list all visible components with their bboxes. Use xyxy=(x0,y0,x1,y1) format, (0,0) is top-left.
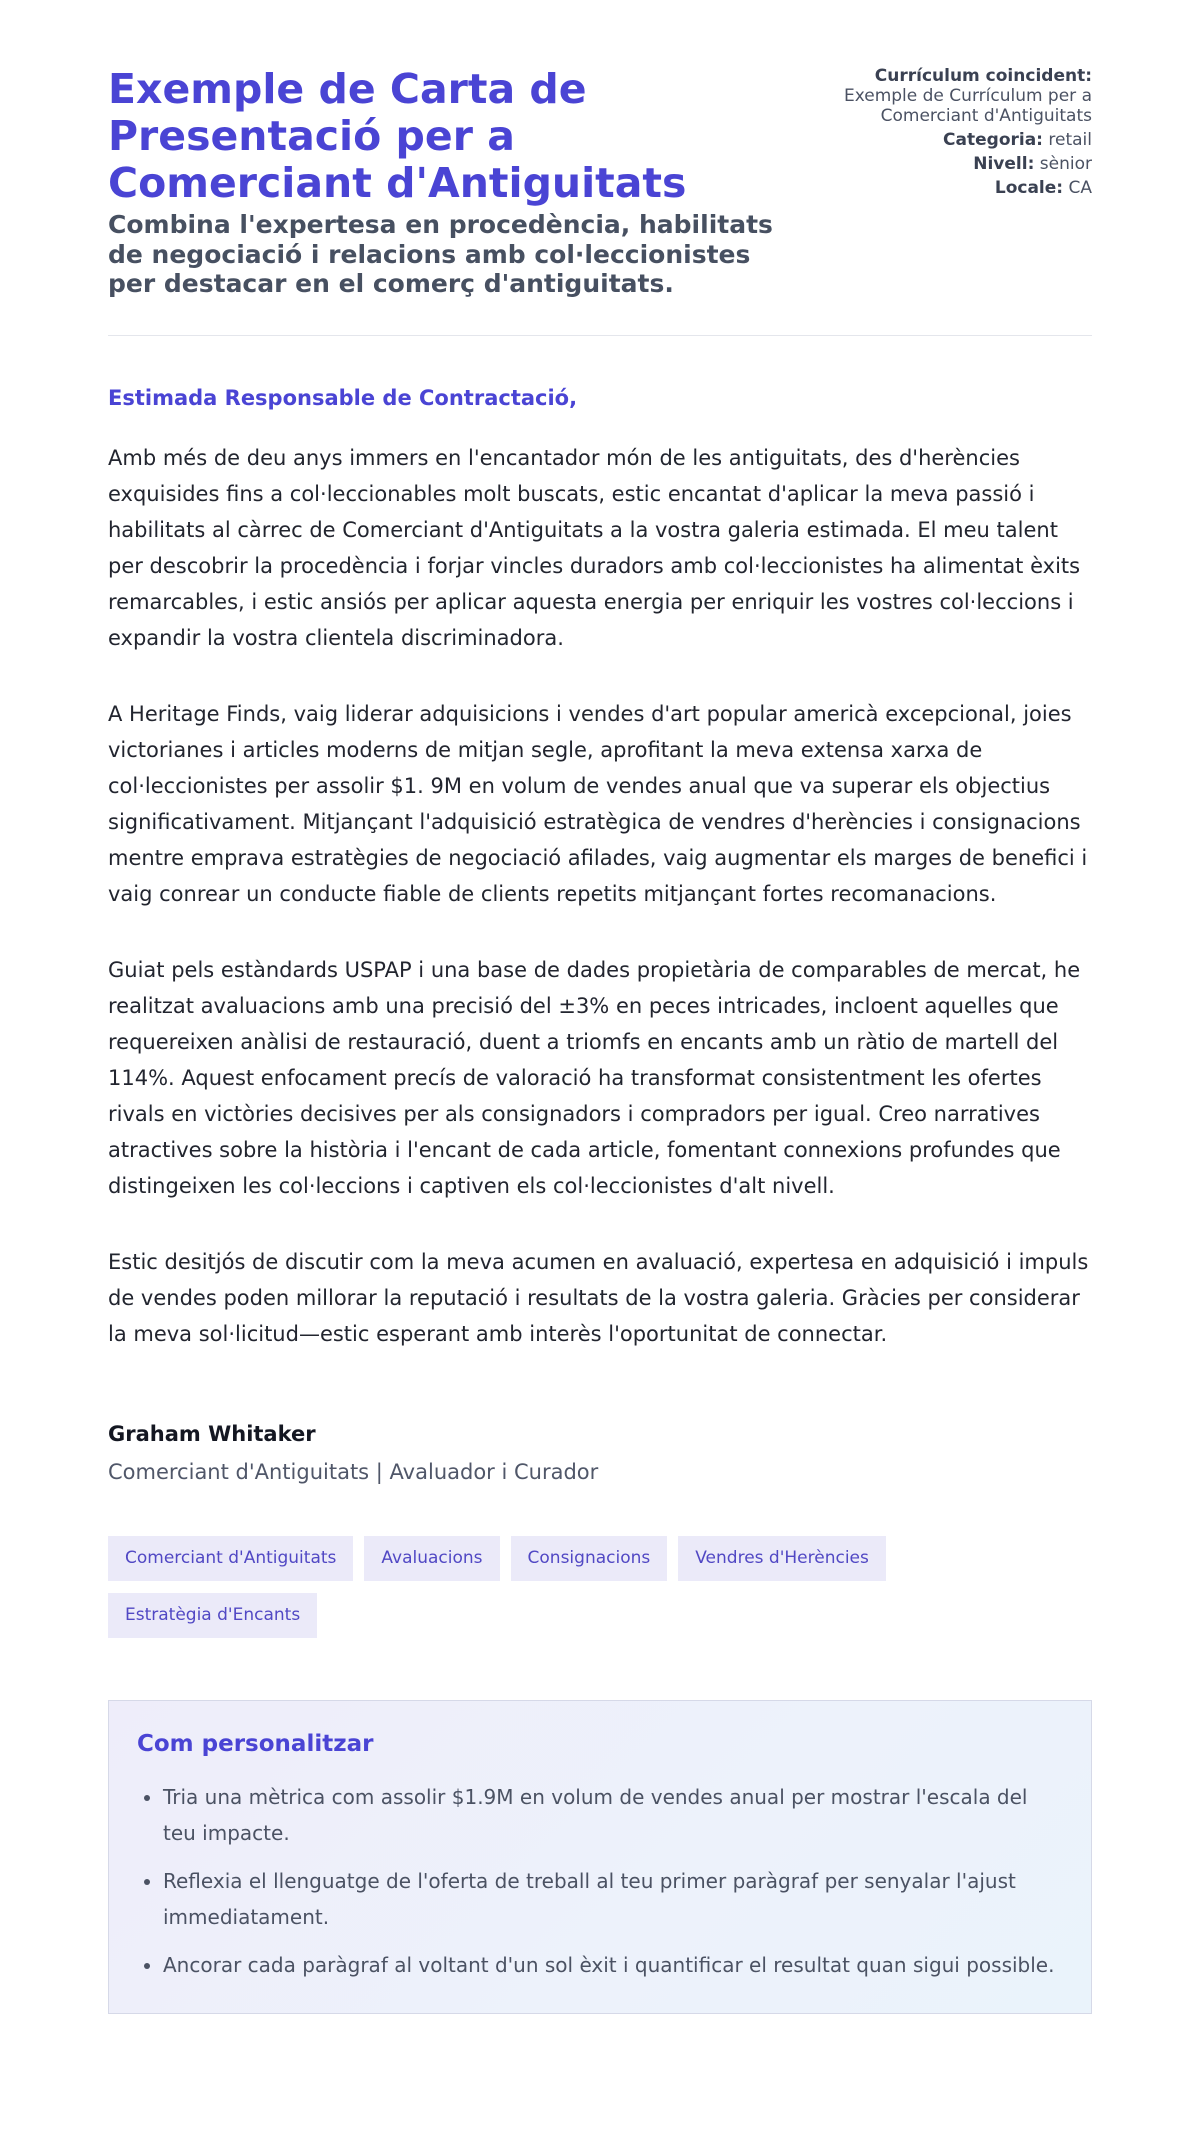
letter-paragraph: A Heritage Finds, vaig liderar adquisicions i vendes d'art popular americà excepcional, joies victorianes i articles moderns de mitjan segle, aprofitant la meva extensa xarxa de col·leccionistes per assolir $1. 9M en volum de vendes anual que va superar els objectius significativament. Mitjançant l'adquisició estratègica de vendres d'herències i consignacions mentre emprava estratègies de negociació afilades, vaig augmentar els marges de benefici i vaig conrear un conducte fiable de clients repetits mitjançant fortes recomanacions. xyxy=(108,701,1088,906)
signature-name: Graham Whitaker xyxy=(108,1421,316,1446)
category-value: retail xyxy=(1048,130,1092,150)
matching-resume-label: Currículum coincident: xyxy=(874,66,1092,86)
header-titles xyxy=(108,66,774,299)
meta-level xyxy=(774,154,1092,174)
category-label: Categoria: xyxy=(943,130,1043,150)
meta-locale xyxy=(774,178,1092,198)
tag-auction-strategy[interactable]: Estratègia d'Encants xyxy=(108,1593,317,1638)
tag-list xyxy=(108,1536,928,1638)
header-divider xyxy=(108,335,1092,336)
list-item: • Tria una mètrica com assolir $1.9M en volum de vendes anual per mostrar l'escala del teu impacte. xyxy=(163,1779,1063,1851)
tips-list xyxy=(137,1779,1063,1983)
level-label: Nivell: xyxy=(973,154,1035,174)
letter-paragraph: Guiat pels estàndards USPAP i una base de dades propietària de comparables de mercat, he realitzat avaluacions amb una precisió del ±3% en peces intricades, incloent aquelles que requereixen anàlisi de restauració, duent a triomfs en encants amb un ràtio de martell del 114%. Aquest enfocament precís de valoració ha transformat consistentment les ofertes rivals en victòries decisives per als consignadors i compradors per igual. Creo narratives atractives sobre la història i l'encant de cada article, fomentant connexions profundes que distingeixen les col·leccions i captiven els col·leccionistes d'alt nivell. xyxy=(108,957,1081,1198)
customization-tips xyxy=(108,1700,1092,2014)
matching-resume xyxy=(774,66,1092,126)
header xyxy=(108,66,1092,299)
tag-antique-dealer[interactable]: Comerciant d'Antiguitats xyxy=(108,1536,353,1581)
tag-estate-sales[interactable]: Vendres d'Herències xyxy=(678,1536,886,1581)
meta-panel xyxy=(774,66,1092,202)
meta-category xyxy=(774,130,1092,150)
locale-value: CA xyxy=(1068,178,1092,198)
tag-consignments[interactable]: Consignacions xyxy=(511,1536,668,1581)
signature-role: Comerciant d'Antiguitats | Avaluador i Curador xyxy=(108,1459,599,1484)
level-value: sènior xyxy=(1039,154,1092,174)
tag-appraisals[interactable]: Avaluacions xyxy=(364,1536,499,1581)
letter-paragraph: Amb més de deu anys immers en l'encantador món de les antiguitats, des d'herències exquisides fins a col·leccionables molt buscats, estic encantat d'aplicar la meva passió i habilitats al càrrec de Comerciant d'Antiguitats a la vostra galeria estimada. El meu talent per descobrir la procedència i forjar vincles duradors amb col·leccionistes ha alimentat èxits remarcables, i estic ansiós per aplicar aquesta energia per enriquir les vostres col·leccions i expandir la vostra clientela discriminadora. xyxy=(108,445,1081,650)
page-subtitle: Combina l'expertesa en procedència, habilitats de negociació i relacions amb col·leccionistes per destacar en el comerç d'antiguitats. xyxy=(108,210,773,298)
list-item: • Ancorar cada paràgraf al voltant d'un sol èxit i quantificar el resultat quan sigui possible. xyxy=(163,1947,1063,1983)
locale-label: Locale: xyxy=(994,178,1064,198)
salutation: Estimada Responsable de Contractació, xyxy=(108,385,578,410)
page-title: Exemple de Carta de Presentació per a Comerciant d'Antiguitats xyxy=(108,65,687,207)
list-item: • Reflexia el llenguatge de l'oferta de treball al teu primer paràgraf per senyalar l'ajust immediatament. xyxy=(163,1863,1063,1935)
letter-paragraph: Estic desitjós de discutir com la meva acumen en avaluació, expertesa en adquisició i impuls de vendes poden millorar la reputació i resultats de la vostra galeria. Gràcies per considerar la meva sol·licitud—estic esperant amb interès l'oportunitat de connectar. xyxy=(108,1249,1089,1346)
matching-resume-link[interactable]: Exemple de Currículum per a Comerciant d'Antiguitats xyxy=(843,86,1092,126)
tips-title: Com personalitzar xyxy=(137,1730,374,1757)
